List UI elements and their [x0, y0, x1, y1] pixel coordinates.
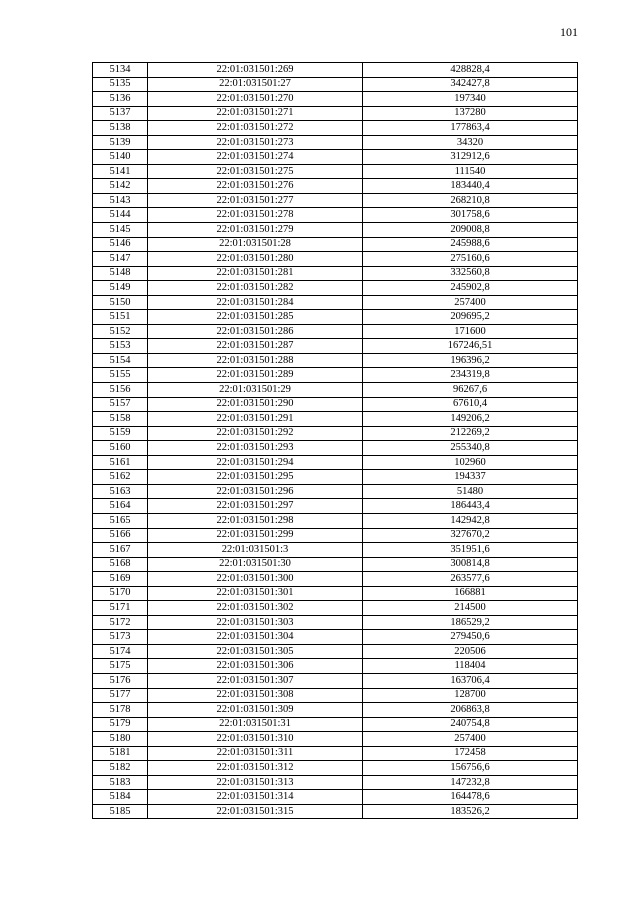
- value-cell: 209695,2: [363, 310, 578, 325]
- value-cell: 186529,2: [363, 615, 578, 630]
- cadastral-number-cell: 22:01:031501:303: [148, 615, 363, 630]
- table-row: [93, 179, 578, 194]
- cadastral-number-cell: 22:01:031501:291: [148, 412, 363, 427]
- value-cell: 257400: [363, 732, 578, 747]
- table-row: [93, 164, 578, 179]
- cadastral-number-cell: 22:01:031501:297: [148, 499, 363, 514]
- cadastral-number-cell: 22:01:031501:272: [148, 121, 363, 136]
- row-index-cell: 5172: [93, 615, 148, 630]
- cadastral-number-cell: 22:01:031501:285: [148, 310, 363, 325]
- cadastral-number-cell: 22:01:031501:280: [148, 252, 363, 267]
- cadastral-number-cell: 22:01:031501:294: [148, 455, 363, 470]
- table-row: [93, 528, 578, 543]
- cadastral-number-cell: 22:01:031501:273: [148, 135, 363, 150]
- row-index-cell: 5181: [93, 746, 148, 761]
- cadastral-number-cell: 22:01:031501:284: [148, 295, 363, 310]
- value-cell: 34320: [363, 135, 578, 150]
- row-index-cell: 5183: [93, 775, 148, 790]
- row-index-cell: 5146: [93, 237, 148, 252]
- row-index-cell: 5144: [93, 208, 148, 223]
- value-cell: 194337: [363, 470, 578, 485]
- table-row: [93, 412, 578, 427]
- table-row: [93, 804, 578, 819]
- row-index-cell: 5177: [93, 688, 148, 703]
- value-cell: 142942,8: [363, 513, 578, 528]
- value-cell: 342427,8: [363, 77, 578, 92]
- cadastral-table: [92, 62, 578, 819]
- row-index-cell: 5173: [93, 630, 148, 645]
- table-row: [93, 397, 578, 412]
- cadastral-number-cell: 22:01:031501:3: [148, 543, 363, 558]
- cadastral-number-cell: 22:01:031501:311: [148, 746, 363, 761]
- cadastral-number-cell: 22:01:031501:270: [148, 92, 363, 107]
- table-row: [93, 455, 578, 470]
- table-row: [93, 63, 578, 78]
- value-cell: 177863,4: [363, 121, 578, 136]
- table-row: [93, 659, 578, 674]
- table-row: [93, 295, 578, 310]
- row-index-cell: 5164: [93, 499, 148, 514]
- cadastral-number-cell: 22:01:031501:30: [148, 557, 363, 572]
- table-row: [93, 499, 578, 514]
- value-cell: 332560,8: [363, 266, 578, 281]
- value-cell: 312912,6: [363, 150, 578, 165]
- cadastral-number-cell: 22:01:031501:28: [148, 237, 363, 252]
- cadastral-number-cell: 22:01:031501:269: [148, 63, 363, 78]
- value-cell: 209008,8: [363, 223, 578, 238]
- cadastral-number-cell: 22:01:031501:289: [148, 368, 363, 383]
- table-row: [93, 732, 578, 747]
- row-index-cell: 5136: [93, 92, 148, 107]
- value-cell: 183526,2: [363, 804, 578, 819]
- row-index-cell: 5159: [93, 426, 148, 441]
- value-cell: 257400: [363, 295, 578, 310]
- table-row: [93, 644, 578, 659]
- row-index-cell: 5150: [93, 295, 148, 310]
- table-row: [93, 630, 578, 645]
- table-row: [93, 237, 578, 252]
- table-row: [93, 703, 578, 718]
- value-cell: 164478,6: [363, 790, 578, 805]
- cadastral-number-cell: 22:01:031501:313: [148, 775, 363, 790]
- table-row: [93, 368, 578, 383]
- value-cell: 214500: [363, 601, 578, 616]
- value-cell: 167246,51: [363, 339, 578, 354]
- row-index-cell: 5157: [93, 397, 148, 412]
- value-cell: 186443,4: [363, 499, 578, 514]
- row-index-cell: 5178: [93, 703, 148, 718]
- cadastral-number-cell: 22:01:031501:27: [148, 77, 363, 92]
- cadastral-number-cell: 22:01:031501:312: [148, 761, 363, 776]
- row-index-cell: 5152: [93, 324, 148, 339]
- row-index-cell: 5154: [93, 353, 148, 368]
- cadastral-number-cell: 22:01:031501:300: [148, 572, 363, 587]
- page-number: 101: [560, 25, 578, 39]
- cadastral-number-cell: 22:01:031501:314: [148, 790, 363, 805]
- value-cell: 245988,6: [363, 237, 578, 252]
- value-cell: 268210,8: [363, 193, 578, 208]
- table-row: [93, 223, 578, 238]
- row-index-cell: 5162: [93, 470, 148, 485]
- cadastral-number-cell: 22:01:031501:299: [148, 528, 363, 543]
- row-index-cell: 5153: [93, 339, 148, 354]
- value-cell: 183440,4: [363, 179, 578, 194]
- row-index-cell: 5179: [93, 717, 148, 732]
- cadastral-number-cell: 22:01:031501:310: [148, 732, 363, 747]
- table-row: [93, 339, 578, 354]
- row-index-cell: 5175: [93, 659, 148, 674]
- table-row: [93, 601, 578, 616]
- value-cell: 171600: [363, 324, 578, 339]
- cadastral-number-cell: 22:01:031501:296: [148, 484, 363, 499]
- table-row: [93, 208, 578, 223]
- cadastral-number-cell: 22:01:031501:279: [148, 223, 363, 238]
- table-row: [93, 252, 578, 267]
- table-row: [93, 193, 578, 208]
- cadastral-number-cell: 22:01:031501:293: [148, 441, 363, 456]
- cadastral-number-cell: 22:01:031501:301: [148, 586, 363, 601]
- cadastral-number-cell: 22:01:031501:288: [148, 353, 363, 368]
- table-row: [93, 775, 578, 790]
- table-row: [93, 543, 578, 558]
- row-index-cell: 5139: [93, 135, 148, 150]
- value-cell: 163706,4: [363, 673, 578, 688]
- row-index-cell: 5176: [93, 673, 148, 688]
- row-index-cell: 5147: [93, 252, 148, 267]
- cadastral-number-cell: 22:01:031501:276: [148, 179, 363, 194]
- table-body: [93, 63, 578, 819]
- row-index-cell: 5174: [93, 644, 148, 659]
- table-row: [93, 470, 578, 485]
- value-cell: 118404: [363, 659, 578, 674]
- cadastral-number-cell: 22:01:031501:274: [148, 150, 363, 165]
- value-cell: 147232,8: [363, 775, 578, 790]
- cadastral-number-cell: 22:01:031501:292: [148, 426, 363, 441]
- cadastral-number-cell: 22:01:031501:307: [148, 673, 363, 688]
- value-cell: 51480: [363, 484, 578, 499]
- table-row: [93, 761, 578, 776]
- row-index-cell: 5149: [93, 281, 148, 296]
- row-index-cell: 5168: [93, 557, 148, 572]
- cadastral-number-cell: 22:01:031501:308: [148, 688, 363, 703]
- table-row: [93, 615, 578, 630]
- value-cell: 137280: [363, 106, 578, 121]
- table-row: [93, 673, 578, 688]
- table-row: [93, 77, 578, 92]
- row-index-cell: 5155: [93, 368, 148, 383]
- table-row: [93, 266, 578, 281]
- row-index-cell: 5166: [93, 528, 148, 543]
- value-cell: 149206,2: [363, 412, 578, 427]
- row-index-cell: 5171: [93, 601, 148, 616]
- cadastral-number-cell: 22:01:031501:275: [148, 164, 363, 179]
- row-index-cell: 5165: [93, 513, 148, 528]
- value-cell: 300814,8: [363, 557, 578, 572]
- table-row: [93, 586, 578, 601]
- row-index-cell: 5167: [93, 543, 148, 558]
- cadastral-number-cell: 22:01:031501:290: [148, 397, 363, 412]
- table-row: [93, 513, 578, 528]
- value-cell: 234319,8: [363, 368, 578, 383]
- row-index-cell: 5160: [93, 441, 148, 456]
- value-cell: 255340,8: [363, 441, 578, 456]
- cadastral-number-cell: 22:01:031501:304: [148, 630, 363, 645]
- value-cell: 263577,6: [363, 572, 578, 587]
- cadastral-table-container: [92, 62, 577, 819]
- value-cell: 212269,2: [363, 426, 578, 441]
- row-index-cell: 5140: [93, 150, 148, 165]
- row-index-cell: 5145: [93, 223, 148, 238]
- row-index-cell: 5158: [93, 412, 148, 427]
- row-index-cell: 5182: [93, 761, 148, 776]
- row-index-cell: 5138: [93, 121, 148, 136]
- value-cell: 327670,2: [363, 528, 578, 543]
- table-row: [93, 281, 578, 296]
- row-index-cell: 5170: [93, 586, 148, 601]
- row-index-cell: 5135: [93, 77, 148, 92]
- value-cell: 67610,4: [363, 397, 578, 412]
- table-row: [93, 310, 578, 325]
- cadastral-number-cell: 22:01:031501:29: [148, 383, 363, 398]
- cadastral-number-cell: 22:01:031501:282: [148, 281, 363, 296]
- cadastral-number-cell: 22:01:031501:286: [148, 324, 363, 339]
- row-index-cell: 5184: [93, 790, 148, 805]
- cadastral-number-cell: 22:01:031501:305: [148, 644, 363, 659]
- cadastral-number-cell: 22:01:031501:295: [148, 470, 363, 485]
- value-cell: 279450,6: [363, 630, 578, 645]
- row-index-cell: 5185: [93, 804, 148, 819]
- row-index-cell: 5142: [93, 179, 148, 194]
- value-cell: 245902,8: [363, 281, 578, 296]
- row-index-cell: 5163: [93, 484, 148, 499]
- table-row: [93, 383, 578, 398]
- cadastral-number-cell: 22:01:031501:302: [148, 601, 363, 616]
- row-index-cell: 5169: [93, 572, 148, 587]
- cadastral-number-cell: 22:01:031501:306: [148, 659, 363, 674]
- table-row: [93, 572, 578, 587]
- value-cell: 206863,8: [363, 703, 578, 718]
- table-row: [93, 121, 578, 136]
- table-row: [93, 790, 578, 805]
- row-index-cell: 5143: [93, 193, 148, 208]
- table-row: [93, 150, 578, 165]
- table-row: [93, 688, 578, 703]
- value-cell: 172458: [363, 746, 578, 761]
- row-index-cell: 5137: [93, 106, 148, 121]
- value-cell: 196396,2: [363, 353, 578, 368]
- value-cell: 102960: [363, 455, 578, 470]
- value-cell: 275160,6: [363, 252, 578, 267]
- table-row: [93, 557, 578, 572]
- value-cell: 111540: [363, 164, 578, 179]
- value-cell: 156756,6: [363, 761, 578, 776]
- value-cell: 351951,6: [363, 543, 578, 558]
- table-row: [93, 324, 578, 339]
- row-index-cell: 5134: [93, 63, 148, 78]
- table-row: [93, 92, 578, 107]
- cadastral-number-cell: 22:01:031501:31: [148, 717, 363, 732]
- cadastral-number-cell: 22:01:031501:309: [148, 703, 363, 718]
- cadastral-number-cell: 22:01:031501:271: [148, 106, 363, 121]
- cadastral-number-cell: 22:01:031501:278: [148, 208, 363, 223]
- value-cell: 220506: [363, 644, 578, 659]
- table-row: [93, 106, 578, 121]
- row-index-cell: 5151: [93, 310, 148, 325]
- value-cell: 197340: [363, 92, 578, 107]
- row-index-cell: 5161: [93, 455, 148, 470]
- value-cell: 96267,6: [363, 383, 578, 398]
- value-cell: 166881: [363, 586, 578, 601]
- cadastral-number-cell: 22:01:031501:287: [148, 339, 363, 354]
- table-row: [93, 746, 578, 761]
- cadastral-number-cell: 22:01:031501:277: [148, 193, 363, 208]
- table-row: [93, 426, 578, 441]
- value-cell: 301758,6: [363, 208, 578, 223]
- cadastral-number-cell: 22:01:031501:281: [148, 266, 363, 281]
- row-index-cell: 5148: [93, 266, 148, 281]
- row-index-cell: 5156: [93, 383, 148, 398]
- cadastral-number-cell: 22:01:031501:298: [148, 513, 363, 528]
- value-cell: 128700: [363, 688, 578, 703]
- table-row: [93, 717, 578, 732]
- table-row: [93, 135, 578, 150]
- cadastral-number-cell: 22:01:031501:315: [148, 804, 363, 819]
- value-cell: 428828,4: [363, 63, 578, 78]
- table-row: [93, 484, 578, 499]
- table-row: [93, 441, 578, 456]
- table-row: [93, 353, 578, 368]
- value-cell: 240754,8: [363, 717, 578, 732]
- row-index-cell: 5141: [93, 164, 148, 179]
- row-index-cell: 5180: [93, 732, 148, 747]
